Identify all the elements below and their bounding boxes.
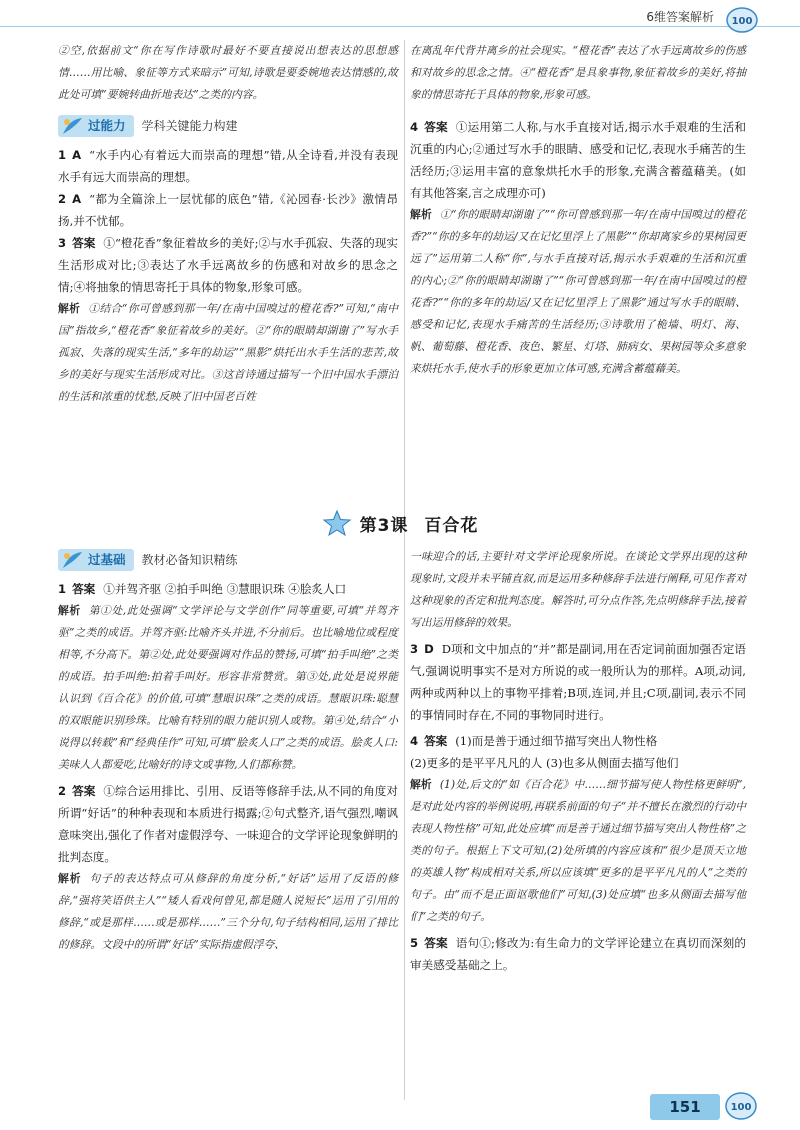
svg-text:100: 100 bbox=[731, 16, 753, 27]
right-column-top bbox=[410, 40, 746, 380]
analysis-paragraph: 解析 ①结合“你可曾感到那一年/在南中国嗅过的橙花香?”可知,“南中国”指故乡,“橙花香”象征着故乡的美好。②“你的眼睛却湖谢了”写水手孤寂、失落的现实生活,“多年的劫运”“黑影”烘托出水手生活的悲苦,故乡的美好与现实生活形成对比。③这首诗通过描写一个旧中国水手漂泊的生活和浓重的忧愁,反映了旧中国老百姓 bbox=[58, 302, 399, 403]
question-item: 4 答案 (1)而是善于通过细节描写突出人物性格 bbox=[410, 734, 658, 748]
lesson-number: 第3课 bbox=[359, 515, 409, 536]
section-header-basics bbox=[58, 546, 398, 574]
right-column-bottom bbox=[410, 546, 746, 976]
page-number: 151 bbox=[650, 1094, 720, 1120]
answer-line: (2)更多的是平平凡凡的人 (3)也多从侧面去描写他们 bbox=[410, 756, 679, 770]
paragraph: ②空,依据前文“你在写作诗歌时最好不要直接说出想表达的思想感情……用比喻、象征等方式来暗示”可知,诗歌是要委婉地表达情感的,故此处可填“要婉转曲折地表达”之类的内容。 bbox=[58, 44, 398, 101]
question-item: 5 答案 语句①;修改为:有生命力的文学评论建立在真切而深刻的审美感受基础之上。 bbox=[410, 936, 746, 972]
star-icon bbox=[322, 509, 352, 537]
section-badge-label: 过能力 bbox=[88, 118, 126, 133]
header-title: 6维答案解析 bbox=[646, 10, 714, 24]
question-item: 3 答案 ①“橙花香”象征着故乡的美好;②与水手孤寂、失落的现实生活形成对比;③表达了水手远离故乡的伤感和对故乡的思念之情;④将抽象的情思寄托于具体的物象,形象可感。 bbox=[58, 236, 398, 294]
left-column-bottom bbox=[58, 546, 398, 956]
header-rule bbox=[0, 26, 800, 27]
feather-icon bbox=[60, 549, 84, 571]
section-badge bbox=[58, 115, 134, 137]
analysis-paragraph: 解析 句子的表达特点可从修辞的角度分析,“好话”运用了反语的修辞,“强将笑语供主人”“矮人看戏何曾见,都是随人说短长”运用了引用的修辞,“或是那样……或是那样……”三个分句,句子结构相同,运用了排比的修辞。文段中的所谓“好话”实际指虚假浮夸、 bbox=[58, 872, 398, 951]
question-item: 1 A “水手内心有着远大而崇高的理想”错,从全诗看,并没有表现水手有远大而崇高的理想。 bbox=[58, 148, 398, 184]
section-header-ability bbox=[58, 112, 398, 140]
svg-text:100: 100 bbox=[730, 1102, 752, 1113]
analysis-paragraph: 解析 ①“你的眼睛却湖谢了”“你可曾感到那一年/在南中国嗅过的橙花香?”“你的多年的劫运/又在记忆里浮上了黑影”“你却离家乡的果树园更远了”运用第二人称“你”,与水手直接对话,揭示水手艰难的生活和沉重的内心;②“你的眼睛却湖谢了”“你可曾感到那一年/在南中国嗅过的橙花香?”“你的多年的劫运/又在记忆里浮上了黑影”通过写水手的眼睛、感受和记忆,表现水手痛苦的生活经历;③诗歌用了桅墙、明灯、海、帆、葡萄藤、橙花香、夜色、繁星、灯塔、肺病女、果树园等众多意象来烘托水手,使水手的形象更加立体可感,充满含蓄蕴藉美。 bbox=[410, 208, 747, 375]
mascot-logo-icon bbox=[724, 4, 760, 34]
paragraph: 一味迎合的话,主要针对文学评论现象所说。在谈论文学界出现的这种现象时,文段并未平铺直叙,而是运用多种修辞手法进行阐释,可见作者对这种现象的否定和批判态度。解答时,可分点作答,先点明修辞手法,接着写出运用修辞的效果。 bbox=[410, 550, 746, 629]
question-item: 1 答案 ①并驾齐驱 ②拍手叫绝 ③慧眼识珠 ④脍炙人口 bbox=[58, 582, 347, 596]
analysis-paragraph: 解析 第①处,此处强调“文学评论与文学创作”同等重要,可填“并驾齐驱”之类的成语。并驾齐驱:比喻齐头并进,不分前后。也比喻地位或程度相等,不分高下。第②处,此处要强调对作品的赞扬,可填“拍手叫绝”之类的成语。拍手叫绝:拍着手叫好。形容非常赞赏。第③处,此处是说界能认识到《百合花》的价值,可填“慧眼识珠”之类的成语。慧眼识珠:聪慧的双眼能识别珍珠。比喻有特别的眼力能识别人或物。第④处,结合“小说得以转载”和“经典佳作”可知,可填“脍炙人口”之类的成语。脍炙人口:美味人人都爱吃,比喻好的诗文或事物,人们都称赞。 bbox=[58, 604, 399, 771]
section-badge-label: 过基础 bbox=[88, 552, 126, 567]
section-badge bbox=[58, 549, 134, 571]
question-item: 2 A “都为全篇涂上一层忧郁的底色”错,《沁园春·长沙》激情昂扬,并不忧郁。 bbox=[58, 192, 398, 228]
lesson-name: 百合花 bbox=[424, 515, 479, 536]
column-divider bbox=[404, 40, 405, 1100]
left-column-top bbox=[58, 40, 398, 408]
paragraph: 在离乱年代背井离乡的社会现实。“橙花香”表达了水手远离故乡的伤感和对故乡的思念之情。④“橙花香”是具象事物,象征着故乡的美好,将抽象的情思寄托于具体的物象,形象可感。 bbox=[410, 44, 746, 101]
analysis-paragraph: 解析 (1)处,后文的“如《百合花》中……细节描写使人物性格更鲜明”,是对此处内容的举例说明,再联系前面的句子“并不擅长在激烈的行动中表现人物性格”可知,此处应填“而是善于通过细节描写突出人物性格”之类的句子。根据上下文可知,(2)处所填的内容应该和“很少是顶天立地的英雄人物”构成相对关系,所以应该填“更多的是平平凡凡的人”之类的句子。由“而不是正面讴歌他们”可知,(3)处应填“也多从侧面去描写他们”之类的句子。 bbox=[410, 778, 747, 923]
question-item: 3 D D项和文中加点的“并”都是副词,用在否定词前面加强否定语气,强调说明事实不是对方所说的或一般所认为的那样。A项,动词,两种或两种以上的事物平排着;B项,连词,并且;C项,副词,表示不同的事情同时存在,不同的事物同时进行。 bbox=[410, 642, 746, 722]
feather-icon bbox=[60, 115, 84, 137]
page-header bbox=[0, 0, 800, 30]
question-item: 2 答案 ①综合运用排比、引用、反语等修辞手法,从不同的角度对所谓“好话”的种种表现和本质进行揭露;②句式整齐,语气强烈,嘲讽意味突出,强化了作者对虚假浮夸、一味迎合的文学评论现象鲜明的批判态度。 bbox=[58, 784, 398, 864]
question-item: 4 答案 ①运用第二人称,与水手直接对话,揭示水手艰难的生活和沉重的内心;②通过写水手的眼睛、感受和记忆,表现水手痛苦的生活经历;③运用丰富的意象烘托水手的形象,充满含蓄蕴藉美。(如有其他答案,言之成理亦可) bbox=[410, 120, 746, 200]
mascot-footer-icon bbox=[722, 1088, 760, 1122]
section-subtitle: 教材必备知识精练 bbox=[141, 553, 238, 567]
section-subtitle: 学科关键能力构建 bbox=[141, 119, 238, 133]
lesson-title bbox=[0, 508, 800, 538]
